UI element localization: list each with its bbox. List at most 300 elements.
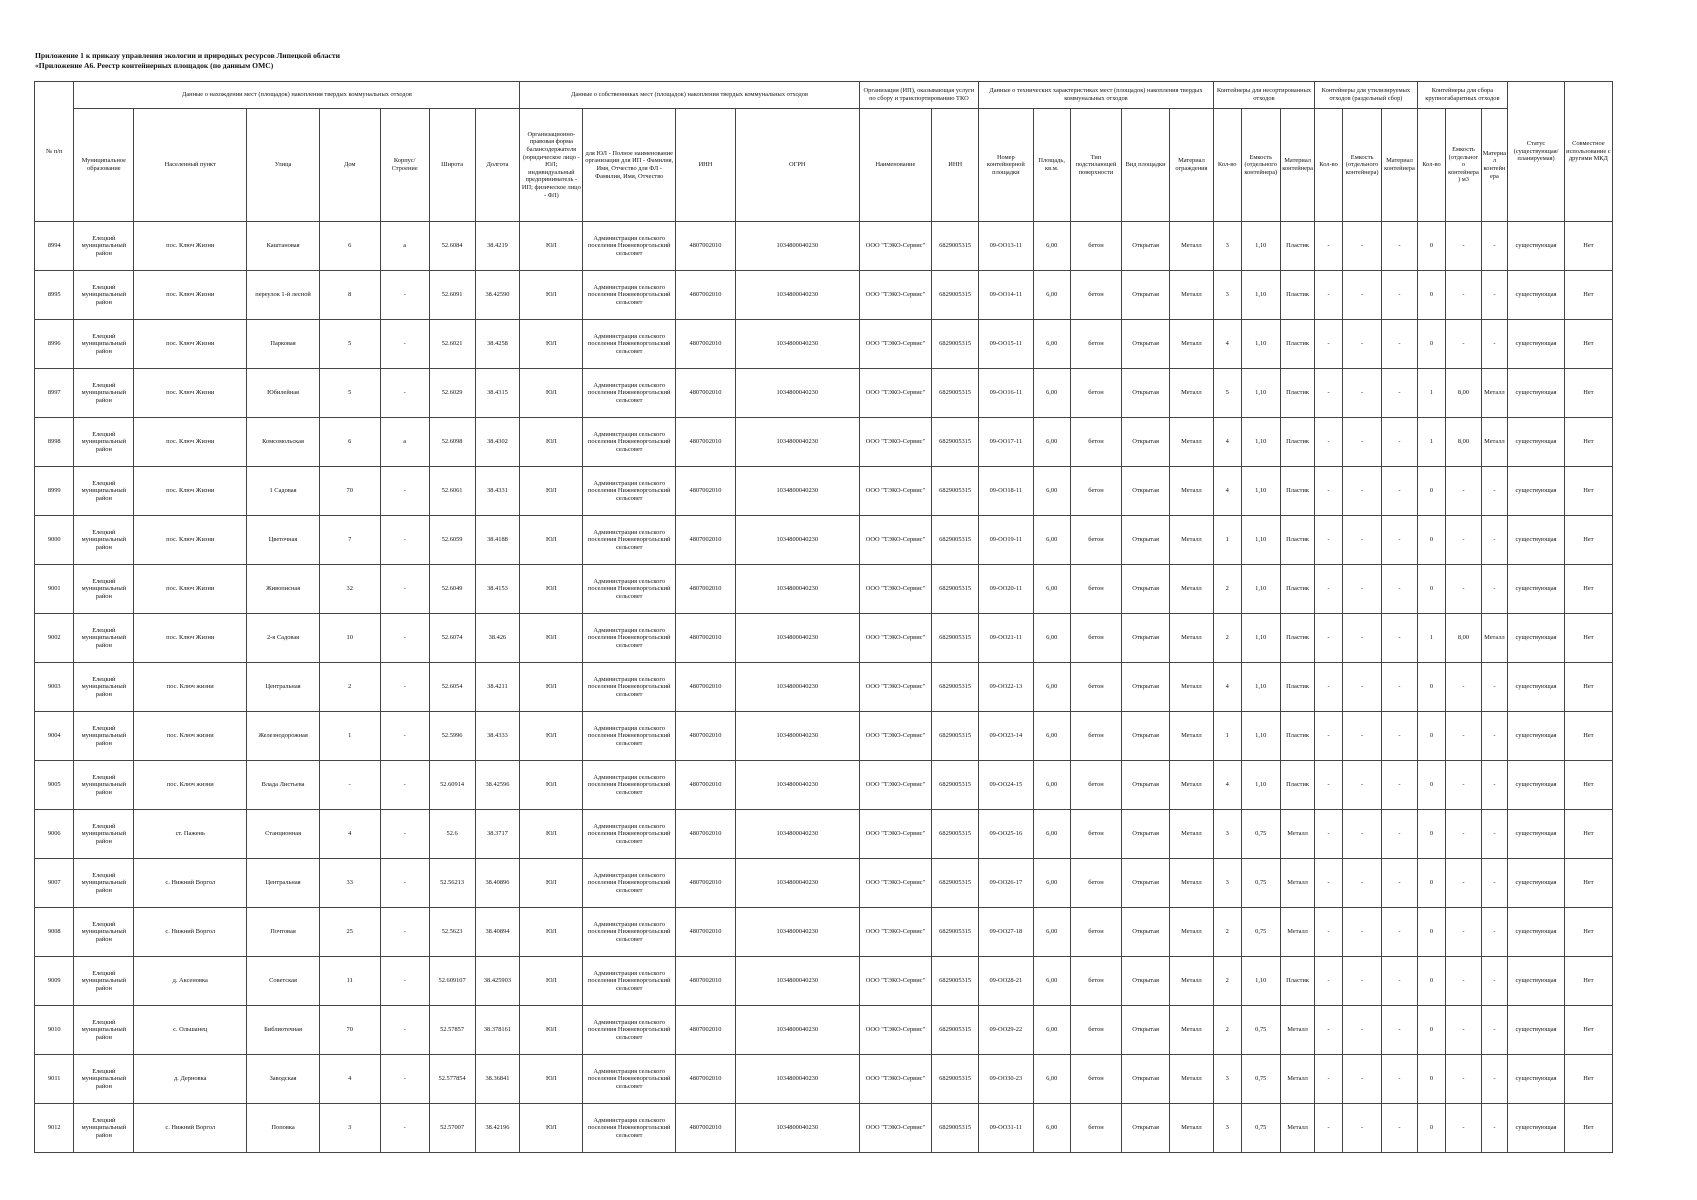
cell-longitude: 38.426 [475, 614, 520, 663]
cell-unsorted-count: 2 [1213, 908, 1241, 957]
cell-building: - [380, 1104, 429, 1153]
cell-recyclable-material: - [1382, 222, 1417, 271]
cell-shared-use: Нет [1564, 369, 1612, 418]
cell-recyclable-material: - [1382, 1006, 1417, 1055]
cell-longitude: 38.36841 [475, 1055, 520, 1104]
cell-bulky-material: - [1481, 761, 1508, 810]
cell-site-type: Открытая [1122, 712, 1170, 761]
cell-longitude: 38.4219 [475, 222, 520, 271]
cell-recyclable-material: - [1382, 908, 1417, 957]
cell-unsorted-material: Металл [1281, 1104, 1315, 1153]
cell-fence: Металл [1170, 859, 1214, 908]
cell-row-number: 9006 [35, 810, 74, 859]
cell-area: 6,00 [1033, 516, 1070, 565]
cell-longitude: 38.4153 [475, 565, 520, 614]
cell-site-type: Открытая [1122, 320, 1170, 369]
cell-street: Каштановая [247, 222, 320, 271]
cell-shared-use: Нет [1564, 320, 1612, 369]
cell-municipality: Елецкий муниципальный район [74, 418, 134, 467]
cell-operator-name: ООО "ТЭКО-Сервис" [859, 810, 932, 859]
cell-operator-inn: 6829005315 [932, 565, 979, 614]
unsorted-containers-group-header: Контейнеры для несортированных отходов [1213, 82, 1314, 109]
cell-house: 70 [319, 1006, 380, 1055]
cell-site-number: 09-OO16-11 [979, 369, 1033, 418]
cell-recyclable-count: - [1315, 761, 1343, 810]
cell-fence: Металл [1170, 663, 1214, 712]
cell-site-number: 09-OO21-11 [979, 614, 1033, 663]
cell-owner-inn: 4807002010 [676, 369, 736, 418]
cell-settlement: с. Нижний Воргол [134, 908, 247, 957]
cell-owner-name: Администрация сельского поселения Нижневоргольский сельсовет [583, 859, 676, 908]
cell-longitude: 38.4331 [475, 467, 520, 516]
cell-municipality: Елецкий муниципальный район [74, 222, 134, 271]
cell-operator-name: ООО "ТЭКО-Сервис" [859, 1055, 932, 1104]
cell-operator-inn: 6829005315 [932, 320, 979, 369]
header-group-row [35, 82, 1613, 109]
cell-site-number: 09-OO23-14 [979, 712, 1033, 761]
cell-unsorted-count: 3 [1213, 271, 1241, 320]
cell-fence: Металл [1170, 320, 1214, 369]
cell-site-type: Открытая [1122, 1055, 1170, 1104]
cell-operator-name: ООО "ТЭКО-Сервис" [859, 467, 932, 516]
cell-municipality: Елецкий муниципальный район [74, 908, 134, 957]
cell-building: а [380, 418, 429, 467]
cell-operator-name: ООО "ТЭКО-Сервис" [859, 1104, 932, 1153]
cell-municipality: Елецкий муниципальный район [74, 516, 134, 565]
cell-recyclable-material: - [1382, 467, 1417, 516]
cell-latitude: 52.6098 [429, 418, 475, 467]
cell-surface: бетон [1070, 859, 1121, 908]
cell-area: 6,00 [1033, 908, 1070, 957]
cell-longitude: 38.42590 [475, 271, 520, 320]
cell-surface: бетон [1070, 222, 1121, 271]
col-header-settlement: Населенный пункт [134, 109, 247, 222]
cell-settlement: пос. Ключ Жизни [134, 369, 247, 418]
cell-owner-inn: 4807002010 [676, 957, 736, 1006]
cell-owner-name: Администрация сельского поселения Нижневоргольский сельсовет [583, 712, 676, 761]
cell-municipality: Елецкий муниципальный район [74, 467, 134, 516]
cell-recyclable-count: - [1315, 1006, 1343, 1055]
col-header-longitude: Долгота [475, 109, 520, 222]
cell-status: существующая [1508, 516, 1565, 565]
cell-owner-name: Администрация сельского поселения Нижневоргольский сельсовет [583, 810, 676, 859]
col-header-house: Дом [319, 109, 380, 222]
cell-site-number: 09-OO18-11 [979, 467, 1033, 516]
header-sub-row [35, 109, 1613, 222]
cell-house: 7 [319, 516, 380, 565]
cell-bulky-capacity: - [1446, 957, 1481, 1006]
cell-building: - [380, 908, 429, 957]
cell-latitude: 52.6091 [429, 271, 475, 320]
cell-latitude: 52.577854 [429, 1055, 475, 1104]
cell-fence: Металл [1170, 712, 1214, 761]
cell-recyclable-capacity: - [1342, 663, 1381, 712]
cell-owner-ogrn: 1034800040230 [735, 418, 859, 467]
cell-building: - [380, 369, 429, 418]
cell-recyclable-capacity: - [1342, 1006, 1381, 1055]
cell-house: - [319, 761, 380, 810]
col-header-legal-form: Организационно-правовая форма балансодержателя (юридическое лицо - ЮЛ; индивидуальный предприниматель - ИП; физическое лицо - ФЛ) [520, 109, 583, 222]
cell-site-type: Открытая [1122, 467, 1170, 516]
cell-unsorted-capacity: 1,10 [1241, 222, 1280, 271]
table-row [35, 565, 1613, 614]
cell-status: существующая [1508, 663, 1565, 712]
cell-settlement: д. Дерновка [134, 1055, 247, 1104]
cell-bulky-material: - [1481, 957, 1508, 1006]
cell-unsorted-material: Пластик [1281, 663, 1315, 712]
cell-settlement: пос. Ключ Жизни [134, 467, 247, 516]
cell-bulky-capacity: - [1446, 222, 1481, 271]
cell-street: Советская [247, 957, 320, 1006]
cell-unsorted-material: Пластик [1281, 565, 1315, 614]
cell-owner-name: Администрация сельского поселения Нижневоргольский сельсовет [583, 908, 676, 957]
cell-owner-name: Администрация сельского поселения Нижневоргольский сельсовет [583, 565, 676, 614]
cell-status: существующая [1508, 418, 1565, 467]
cell-operator-inn: 6829005315 [932, 467, 979, 516]
cell-site-type: Открытая [1122, 614, 1170, 663]
cell-owner-inn: 4807002010 [676, 663, 736, 712]
cell-settlement: пос. Ключ Жизни [134, 614, 247, 663]
cell-status: существующая [1508, 859, 1565, 908]
operator-group-header: Организация (ИП), оказывающая услуги по сбору и транспортированию ТКО [859, 82, 978, 109]
cell-recyclable-count: - [1315, 369, 1343, 418]
cell-operator-name: ООО "ТЭКО-Сервис" [859, 761, 932, 810]
col-header-building: Корпус/Строение [380, 109, 429, 222]
cell-shared-use: Нет [1564, 908, 1612, 957]
cell-operator-name: ООО "ТЭКО-Сервис" [859, 859, 932, 908]
cell-unsorted-count: 4 [1213, 467, 1241, 516]
cell-surface: бетон [1070, 908, 1121, 957]
cell-settlement: пос. Ключ жизни [134, 663, 247, 712]
cell-site-type: Открытая [1122, 1104, 1170, 1153]
cell-bulky-count: 1 [1417, 614, 1446, 663]
cell-owner-name: Администрация сельского поселения Нижневоргольский сельсовет [583, 663, 676, 712]
cell-bulky-capacity: - [1446, 663, 1481, 712]
cell-operator-name: ООО "ТЭКО-Сервис" [859, 418, 932, 467]
cell-recyclable-count: - [1315, 908, 1343, 957]
cell-recyclable-capacity: - [1342, 565, 1381, 614]
cell-site-type: Открытая [1122, 859, 1170, 908]
cell-house: 4 [319, 1055, 380, 1104]
cell-municipality: Елецкий муниципальный район [74, 810, 134, 859]
col-header-unsorted-count: Кол-во [1213, 109, 1241, 222]
registry-body [35, 222, 1613, 1153]
cell-operator-inn: 6829005315 [932, 663, 979, 712]
cell-site-type: Открытая [1122, 418, 1170, 467]
cell-site-number: 09-OO25-16 [979, 810, 1033, 859]
cell-bulky-count: 0 [1417, 320, 1446, 369]
cell-operator-inn: 6829005315 [932, 810, 979, 859]
cell-legal-form: ЮЛ [520, 320, 583, 369]
cell-surface: бетон [1070, 957, 1121, 1006]
cell-bulky-count: 0 [1417, 467, 1446, 516]
cell-street: 1 Садовая [247, 467, 320, 516]
cell-unsorted-count: 4 [1213, 761, 1241, 810]
cell-shared-use: Нет [1564, 418, 1612, 467]
cell-owner-ogrn: 1034800040230 [735, 859, 859, 908]
cell-building: - [380, 467, 429, 516]
recyclable-containers-group-header: Контейнеры для утилизируемых отходов (раздельный сбор) [1315, 82, 1417, 109]
cell-owner-ogrn: 1034800040230 [735, 663, 859, 712]
cell-bulky-capacity: - [1446, 712, 1481, 761]
document-title [35, 51, 340, 71]
cell-shared-use: Нет [1564, 859, 1612, 908]
table-row [35, 369, 1613, 418]
col-header-latitude: Широта [429, 109, 475, 222]
cell-bulky-material: - [1481, 271, 1508, 320]
cell-legal-form: ЮЛ [520, 663, 583, 712]
cell-legal-form: ЮЛ [520, 1055, 583, 1104]
cell-house: 8 [319, 271, 380, 320]
cell-owner-ogrn: 1034800040230 [735, 516, 859, 565]
cell-shared-use: Нет [1564, 614, 1612, 663]
cell-recyclable-count: - [1315, 565, 1343, 614]
cell-site-type: Открытая [1122, 761, 1170, 810]
col-header-site-type: Вид площадки [1122, 109, 1170, 222]
cell-unsorted-capacity: 1,10 [1241, 467, 1280, 516]
cell-street: Поповка [247, 1104, 320, 1153]
cell-row-number: 9004 [35, 712, 74, 761]
cell-bulky-material: - [1481, 663, 1508, 712]
cell-row-number: 9001 [35, 565, 74, 614]
cell-unsorted-count: 2 [1213, 614, 1241, 663]
cell-longitude: 38.4258 [475, 320, 520, 369]
cell-bulky-count: 1 [1417, 369, 1446, 418]
col-header-recyclable-count: Кол-во [1315, 109, 1343, 222]
cell-unsorted-capacity: 0,75 [1241, 1006, 1280, 1055]
cell-site-number: 09-OO24-15 [979, 761, 1033, 810]
cell-legal-form: ЮЛ [520, 810, 583, 859]
cell-area: 6,00 [1033, 1006, 1070, 1055]
cell-legal-form: ЮЛ [520, 908, 583, 957]
cell-unsorted-count: 2 [1213, 565, 1241, 614]
cell-unsorted-count: 2 [1213, 1006, 1241, 1055]
cell-bulky-capacity: - [1446, 761, 1481, 810]
cell-municipality: Елецкий муниципальный район [74, 957, 134, 1006]
table-row [35, 1006, 1613, 1055]
cell-recyclable-count: - [1315, 271, 1343, 320]
cell-site-number: 09-OO14-11 [979, 271, 1033, 320]
cell-unsorted-material: Пластик [1281, 418, 1315, 467]
cell-owner-name: Администрация сельского поселения Нижневоргольский сельсовет [583, 222, 676, 271]
cell-owner-inn: 4807002010 [676, 1104, 736, 1153]
cell-house: 32 [319, 565, 380, 614]
cell-status: существующая [1508, 1104, 1565, 1153]
cell-surface: бетон [1070, 418, 1121, 467]
cell-latitude: 52.57007 [429, 1104, 475, 1153]
cell-unsorted-capacity: 0,75 [1241, 859, 1280, 908]
cell-longitude: 38.4333 [475, 712, 520, 761]
cell-fence: Металл [1170, 271, 1214, 320]
cell-bulky-material: Металл [1481, 369, 1508, 418]
col-header-operator-name: Наименование [859, 109, 932, 222]
cell-recyclable-material: - [1382, 565, 1417, 614]
table-row [35, 222, 1613, 271]
cell-row-number: 9005 [35, 761, 74, 810]
cell-house: 70 [319, 467, 380, 516]
table-row [35, 859, 1613, 908]
col-number-header: № п/п [35, 82, 74, 222]
cell-row-number: 9000 [35, 516, 74, 565]
cell-recyclable-capacity: - [1342, 418, 1381, 467]
cell-street: Почтовая [247, 908, 320, 957]
cell-status: существующая [1508, 369, 1565, 418]
title-line-2: «Приложение А6. Реестр контейнерных площадок (по данным ОМС) [35, 61, 274, 70]
cell-latitude: 52.6054 [429, 663, 475, 712]
cell-site-number: 09-OO22-13 [979, 663, 1033, 712]
cell-unsorted-material: Пластик [1281, 271, 1315, 320]
cell-owner-inn: 4807002010 [676, 1055, 736, 1104]
cell-recyclable-count: - [1315, 614, 1343, 663]
cell-status: существующая [1508, 1006, 1565, 1055]
cell-municipality: Елецкий муниципальный район [74, 1006, 134, 1055]
cell-unsorted-capacity: 1,10 [1241, 957, 1280, 1006]
cell-bulky-material: - [1481, 810, 1508, 859]
cell-latitude: 52.609107 [429, 957, 475, 1006]
cell-operator-name: ООО "ТЭКО-Сервис" [859, 516, 932, 565]
cell-unsorted-capacity: 0,75 [1241, 1104, 1280, 1153]
cell-bulky-material: - [1481, 516, 1508, 565]
cell-owner-name: Администрация сельского поселения Нижневоргольский сельсовет [583, 320, 676, 369]
cell-bulky-capacity: - [1446, 908, 1481, 957]
cell-bulky-capacity: - [1446, 810, 1481, 859]
cell-bulky-count: 0 [1417, 1055, 1446, 1104]
cell-operator-name: ООО "ТЭКО-Сервис" [859, 614, 932, 663]
cell-owner-ogrn: 1034800040230 [735, 1055, 859, 1104]
cell-legal-form: ЮЛ [520, 467, 583, 516]
cell-bulky-count: 0 [1417, 222, 1446, 271]
location-group-header: Данные о нахождении мест (площадок) накопления твердых коммунальных отходов [74, 82, 520, 109]
col-header-bulky-material: Материал контейнера [1481, 109, 1508, 222]
col-header-site-number: Номер контейнерной площадки [979, 109, 1033, 222]
cell-owner-ogrn: 1034800040230 [735, 1006, 859, 1055]
cell-unsorted-count: 3 [1213, 1104, 1241, 1153]
cell-recyclable-count: - [1315, 516, 1343, 565]
cell-bulky-capacity: 8,00 [1446, 418, 1481, 467]
cell-owner-ogrn: 1034800040230 [735, 957, 859, 1006]
cell-shared-use: Нет [1564, 1055, 1612, 1104]
cell-street: Центральная [247, 663, 320, 712]
cell-bulky-material: - [1481, 859, 1508, 908]
cell-recyclable-material: - [1382, 369, 1417, 418]
col-header-recyclable-capacity: Емкость (отдельного контейнера) [1342, 109, 1381, 222]
cell-street: Влада Листьева [247, 761, 320, 810]
cell-owner-inn: 4807002010 [676, 467, 736, 516]
cell-house: 25 [319, 908, 380, 957]
cell-operator-inn: 6829005315 [932, 614, 979, 663]
table-row [35, 271, 1613, 320]
cell-status: существующая [1508, 271, 1565, 320]
cell-owner-name: Администрация сельского поселения Нижневоргольский сельсовет [583, 418, 676, 467]
cell-building: - [380, 320, 429, 369]
cell-municipality: Елецкий муниципальный район [74, 761, 134, 810]
cell-surface: бетон [1070, 712, 1121, 761]
col-header-unsorted-material: Материал контейнера [1281, 109, 1315, 222]
cell-recyclable-count: - [1315, 859, 1343, 908]
cell-unsorted-count: 4 [1213, 418, 1241, 467]
cell-municipality: Елецкий муниципальный район [74, 663, 134, 712]
cell-bulky-material: - [1481, 1055, 1508, 1104]
cell-site-type: Открытая [1122, 271, 1170, 320]
cell-municipality: Елецкий муниципальный район [74, 271, 134, 320]
cell-status: существующая [1508, 222, 1565, 271]
cell-building: - [380, 271, 429, 320]
cell-site-number: 09-OO13-11 [979, 222, 1033, 271]
cell-row-number: 8994 [35, 222, 74, 271]
cell-house: 1 [319, 712, 380, 761]
cell-longitude: 38.4302 [475, 418, 520, 467]
cell-area: 6,00 [1033, 859, 1070, 908]
cell-unsorted-capacity: 0,75 [1241, 908, 1280, 957]
cell-building: - [380, 859, 429, 908]
cell-owner-inn: 4807002010 [676, 712, 736, 761]
cell-longitude: 38.4188 [475, 516, 520, 565]
table-row [35, 320, 1613, 369]
cell-recyclable-count: - [1315, 957, 1343, 1006]
cell-surface: бетон [1070, 516, 1121, 565]
col-header-surface: Тип подстилающей поверхности [1070, 109, 1121, 222]
cell-area: 6,00 [1033, 271, 1070, 320]
cell-owner-ogrn: 1034800040230 [735, 810, 859, 859]
cell-house: 6 [319, 418, 380, 467]
cell-bulky-material: - [1481, 1006, 1508, 1055]
cell-street: Заводская [247, 1055, 320, 1104]
cell-latitude: 52.57857 [429, 1006, 475, 1055]
cell-operator-name: ООО "ТЭКО-Сервис" [859, 908, 932, 957]
cell-site-type: Открытая [1122, 957, 1170, 1006]
cell-unsorted-capacity: 1,10 [1241, 320, 1280, 369]
cell-bulky-count: 0 [1417, 859, 1446, 908]
cell-house: 5 [319, 320, 380, 369]
cell-unsorted-material: Металл [1281, 908, 1315, 957]
cell-area: 6,00 [1033, 810, 1070, 859]
table-row [35, 810, 1613, 859]
cell-unsorted-count: 4 [1213, 663, 1241, 712]
cell-bulky-capacity: - [1446, 320, 1481, 369]
cell-area: 6,00 [1033, 418, 1070, 467]
cell-settlement: пос. Ключ Жизни [134, 320, 247, 369]
cell-owner-inn: 4807002010 [676, 810, 736, 859]
cell-surface: бетон [1070, 369, 1121, 418]
cell-recyclable-capacity: - [1342, 810, 1381, 859]
cell-unsorted-count: 3 [1213, 859, 1241, 908]
cell-building: а [380, 222, 429, 271]
cell-unsorted-capacity: 0,75 [1241, 810, 1280, 859]
cell-shared-use: Нет [1564, 761, 1612, 810]
cell-street: 2-я Садовая [247, 614, 320, 663]
cell-recyclable-material: - [1382, 516, 1417, 565]
cell-house: 11 [319, 957, 380, 1006]
cell-unsorted-capacity: 1,10 [1241, 418, 1280, 467]
cell-area: 6,00 [1033, 761, 1070, 810]
cell-owner-inn: 4807002010 [676, 516, 736, 565]
cell-shared-use: Нет [1564, 222, 1612, 271]
col-header-owner-ogrn: ОГРН [735, 109, 859, 222]
cell-bulky-count: 0 [1417, 663, 1446, 712]
cell-owner-ogrn: 1034800040230 [735, 908, 859, 957]
cell-operator-inn: 6829005315 [932, 1006, 979, 1055]
cell-legal-form: ЮЛ [520, 957, 583, 1006]
shared-use-header: Совместное использование с другими МКД [1564, 82, 1612, 222]
cell-operator-name: ООО "ТЭКО-Сервис" [859, 1006, 932, 1055]
cell-latitude: 52.6049 [429, 565, 475, 614]
cell-recyclable-material: - [1382, 614, 1417, 663]
cell-legal-form: ЮЛ [520, 1006, 583, 1055]
table-row [35, 908, 1613, 957]
cell-legal-form: ЮЛ [520, 565, 583, 614]
cell-unsorted-count: 3 [1213, 1055, 1241, 1104]
cell-settlement: пос. Ключ Жизни [134, 516, 247, 565]
